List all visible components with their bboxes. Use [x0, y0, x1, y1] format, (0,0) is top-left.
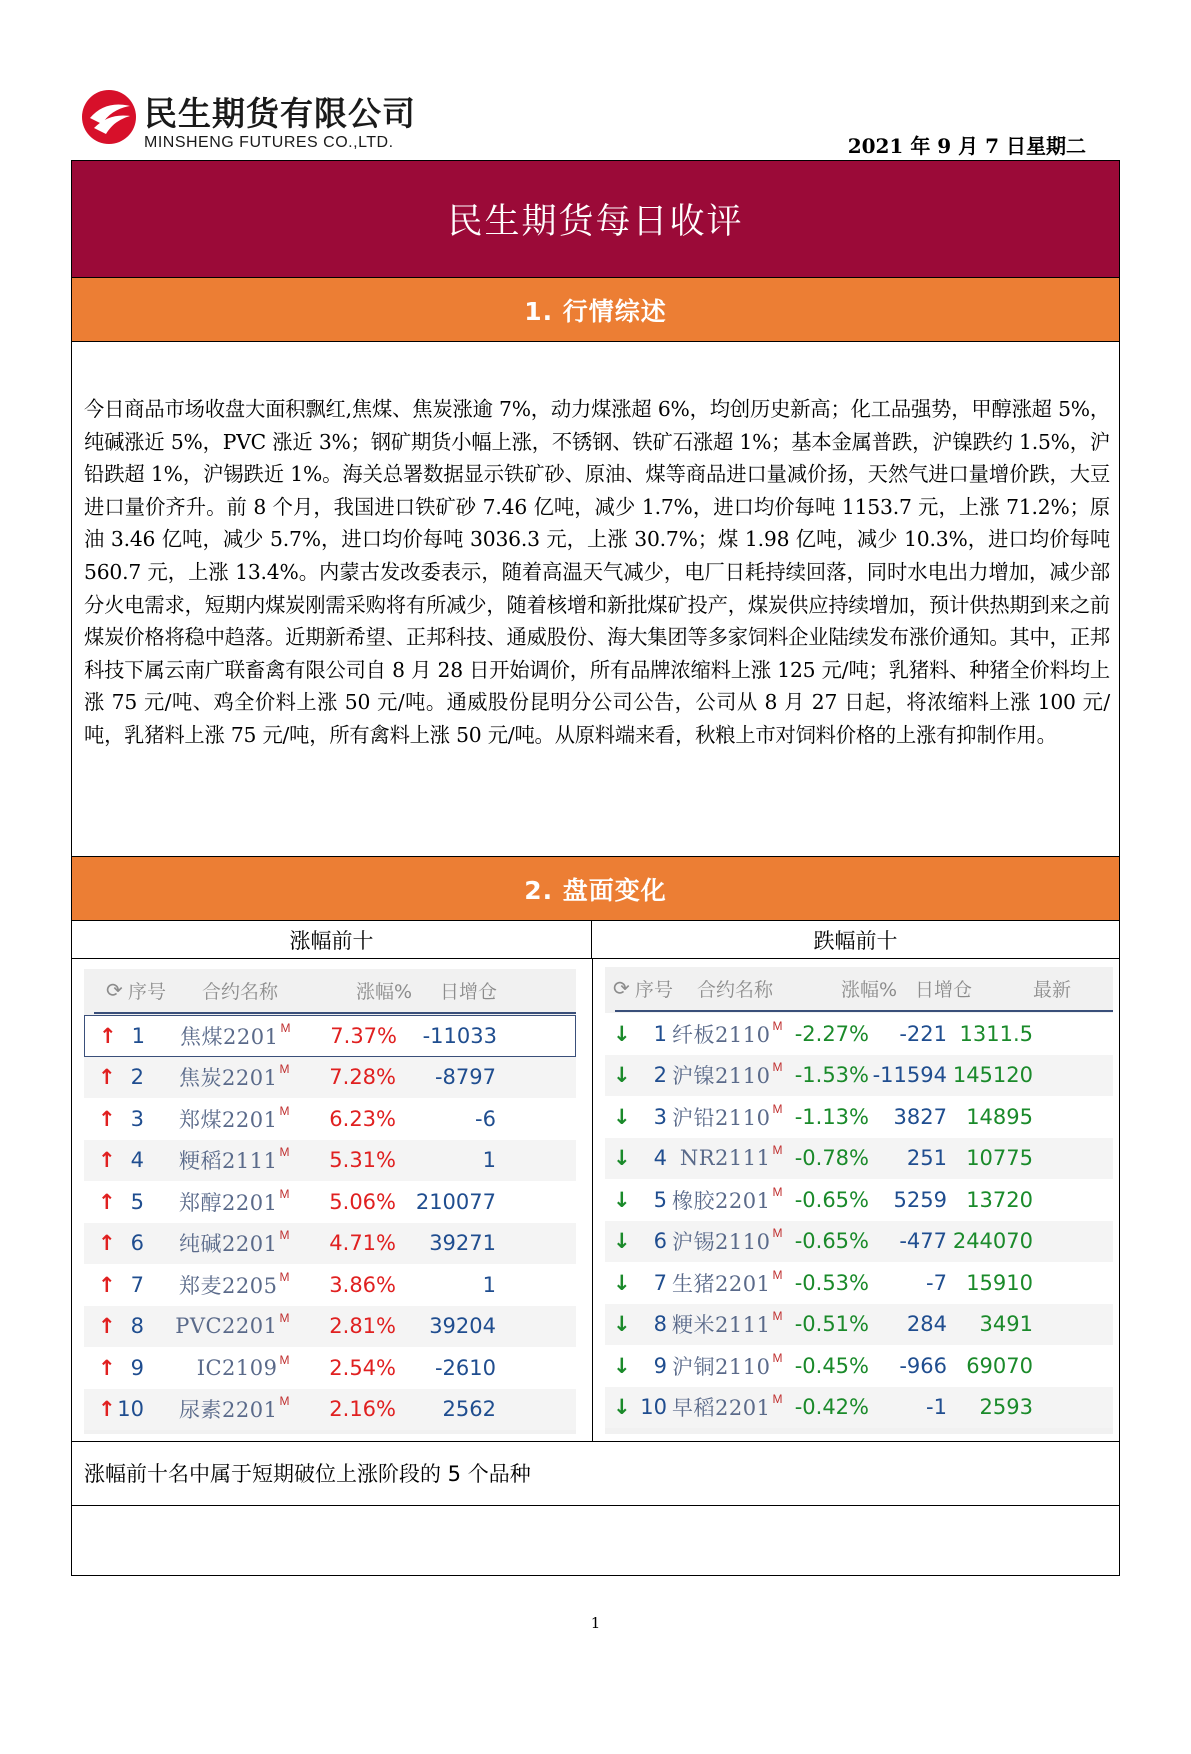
main-contract-mark: M [279, 1062, 290, 1077]
open-interest-change: -11033 [422, 1023, 497, 1048]
brand-name-cn: 民生期货有限公司 [144, 94, 416, 133]
contract-name-text: 粳稻2111 [179, 1149, 278, 1174]
row-seq: 8 [130, 1314, 144, 1339]
open-interest-change: 2562 [442, 1397, 496, 1422]
main-contract-mark: M [279, 1269, 290, 1284]
change-pct: 4.71% [329, 1231, 396, 1256]
change-pct: 7.28% [329, 1065, 396, 1090]
contract-name-text: 早稻2201 [672, 1396, 771, 1421]
row-seq: 6 [130, 1231, 144, 1256]
change-pct: -0.65% [794, 1187, 869, 1212]
down-arrow-icon: ↓ [613, 1395, 631, 1420]
change-pct: 2.81% [329, 1314, 396, 1339]
down-arrow-icon: ↓ [613, 1312, 631, 1337]
main-contract-mark: M [772, 1101, 783, 1116]
change-pct: -0.45% [794, 1353, 869, 1378]
report-title: 民生期货每日收评 [447, 202, 744, 242]
up-arrow-icon: ↑ [99, 1023, 117, 1048]
row-seq: 7 [653, 1270, 667, 1295]
contract-name-text: 焦炭2201 [179, 1066, 278, 1091]
col-oi[interactable]: 日增仓 [915, 978, 973, 1001]
table-row[interactable] [605, 1345, 1113, 1387]
report-title-bar [72, 161, 1119, 278]
contract-name-text: 郑醇2201 [179, 1190, 278, 1215]
change-pct: 3.86% [329, 1272, 396, 1297]
main-contract-mark: M [772, 1018, 783, 1033]
table-row[interactable] [605, 1304, 1113, 1346]
up-arrow-icon: ↑ [98, 1065, 116, 1090]
row-seq: 2 [130, 1065, 144, 1090]
brand-name-en: MINSHENG FUTURES CO.,LTD. [144, 134, 394, 151]
main-contract-mark: M [772, 1184, 783, 1199]
main-contract-mark: M [279, 1103, 290, 1118]
company-logo [80, 88, 138, 146]
table-row[interactable] [84, 1015, 576, 1057]
losers-header [592, 921, 1119, 959]
main-contract-mark: M [279, 1311, 290, 1326]
last-price: 10775 [966, 1146, 1033, 1171]
row-seq: 9 [130, 1355, 144, 1380]
table-row[interactable] [605, 1138, 1113, 1180]
divider [72, 1441, 1119, 1442]
divider [72, 1505, 1119, 1506]
change-pct: -1.13% [794, 1104, 869, 1129]
row-seq: 1 [653, 1021, 667, 1046]
change-pct: -0.78% [794, 1146, 869, 1171]
table-row[interactable] [84, 1057, 576, 1099]
table-row[interactable] [84, 1389, 576, 1431]
col-name[interactable]: 合约名称 [697, 978, 774, 1001]
contract-name-text: 粳米2111 [672, 1313, 771, 1338]
up-arrow-icon: ↑ [98, 1231, 116, 1256]
open-interest-change: 251 [906, 1146, 947, 1171]
last-price: 145120 [952, 1063, 1033, 1088]
open-interest-change: -1 [926, 1395, 947, 1420]
refresh-icon[interactable]: ⟳ [106, 978, 123, 1002]
main-contract-mark: M [279, 1186, 290, 1201]
last-price: 244070 [952, 1229, 1033, 1254]
contract-name-text: 尿素2201 [179, 1398, 278, 1423]
main-contract-mark: M [772, 1143, 783, 1158]
row-seq: 3 [653, 1104, 667, 1129]
gainers-table-header [84, 969, 576, 1011]
change-pct: 6.23% [329, 1106, 396, 1131]
market-summary-text: 今日商品市场收盘大面积飘红,焦煤、焦炭涨逾 7%，动力煤涨超 6%，均创历史新高；化工品强势，甲醇涨超 5%，纯碱涨近 5%，PVC 涨近 3%；钢矿期货小幅上涨，不锈钢、铁矿石涨超 1%；基本金属普跌，沪镍跌约 1.5%，沪铅跌超 1%，沪锡跌近 1%。海关总署数据显示铁矿砂、原油、煤等商品进口量减价扬，天然气进口量增价跌，大豆进口量价齐升。前 8 个月，我国进口铁矿砂 7.46 亿吨，减少 1.7%，进口均价每吨 1153.7 元，上涨 71.2%；原油 3.46 亿吨，减少 5.7%，进口均价每吨 3036.3 元，上涨 30.7%；煤 1.98 亿吨，减少 10.3%，进口均价每吨 560.7 元，上涨 13.4%。内蒙古发改委表示，随着高温天气减少，电厂日耗持续回落，同时水电出力增加，减少部分火电需求，短期内煤炭刚需采购将有所减少，随着核增和新批煤矿投产，煤炭供应持续增加，预计供热期到来之前煤炭价格将稳中趋落。近期新希望、正邦科技、通威股份、海大集团等多家饲料企业陆续发布涨价通知。其中，正邦科技下属云南广联畜禽有限公司自 8 月 28 日开始调价，所有品牌浓缩料上涨 125 元/吨；乳猪料、种猪全价料均上涨 75 元/吨、鸡全价料上涨 50 元/吨。通威股份昆明分公司公告，公司从 8 月 27 日起，将浓缩料上涨 100 元/吨，乳猪料上涨 75 元/吨，所有禽料上涨 50 元/吨。从原料端来看，秋粮上市对饲料价格的上涨有抑制作用。 [84, 397, 1110, 747]
change-pct: 2.16% [329, 1397, 396, 1422]
section-title: 2. 盘面变化 [524, 875, 667, 905]
up-arrow-icon: ↑ [98, 1272, 116, 1297]
contract-name-text: 郑煤2201 [179, 1107, 278, 1132]
open-interest-change: 5259 [893, 1187, 947, 1212]
col-seq[interactable]: 序号 [128, 980, 167, 1003]
open-interest-change: -7 [926, 1270, 947, 1295]
up-arrow-icon: ↑ [98, 1189, 116, 1214]
main-contract-mark: M [772, 1267, 783, 1282]
row-seq: 9 [653, 1353, 667, 1378]
row-seq: 4 [653, 1146, 667, 1171]
open-interest-change: -6 [475, 1106, 496, 1131]
col-name[interactable]: 合约名称 [202, 980, 279, 1003]
row-seq: 8 [653, 1312, 667, 1337]
open-interest-change: -2610 [434, 1355, 496, 1380]
open-interest-change: 210077 [415, 1189, 496, 1214]
main-contract-mark: M [279, 1228, 290, 1243]
down-arrow-icon: ↓ [613, 1021, 631, 1046]
report-date: 2021 年 9 月 7 日星期二 [847, 134, 1086, 158]
table-row[interactable] [84, 1347, 576, 1389]
change-pct: -0.42% [794, 1395, 869, 1420]
up-arrow-icon: ↑ [98, 1106, 116, 1131]
table-row[interactable] [605, 1387, 1113, 1429]
contract-name-text: 纯碱2201 [179, 1232, 278, 1257]
column-divider [592, 959, 593, 1441]
down-arrow-icon: ↓ [613, 1146, 631, 1171]
gainers-table [84, 969, 576, 1434]
contract-name-text: 生猪2201 [672, 1271, 771, 1296]
col-last[interactable]: 最新 [1033, 978, 1072, 1001]
row-seq: 5 [653, 1187, 667, 1212]
gainers-title: 涨幅前十 [289, 928, 374, 953]
section-header-market-changes [72, 856, 1119, 921]
row-seq: 1 [131, 1023, 145, 1048]
open-interest-change: 3827 [893, 1104, 947, 1129]
open-interest-change: 39204 [429, 1314, 496, 1339]
table-row[interactable] [605, 1055, 1113, 1097]
open-interest-change: 39271 [429, 1231, 496, 1256]
row-seq: 10 [640, 1395, 667, 1420]
change-pct: -1.53% [794, 1063, 869, 1088]
contract-name-text: PVC2201 [175, 1314, 278, 1339]
change-pct: -0.53% [794, 1270, 869, 1295]
change-pct: -0.51% [794, 1312, 869, 1337]
main-contract-mark: M [280, 1020, 291, 1035]
open-interest-change: 1 [482, 1272, 496, 1297]
main-contract-mark: M [772, 1060, 783, 1075]
main-contract-mark: M [279, 1352, 290, 1367]
open-interest-change: -11594 [872, 1063, 947, 1088]
table-row[interactable] [605, 1096, 1113, 1138]
row-seq: 4 [130, 1148, 144, 1173]
last-price: 3491 [979, 1312, 1033, 1337]
contract-name-text: 橡胶2201 [672, 1188, 771, 1213]
row-seq: 5 [130, 1189, 144, 1214]
table-row[interactable] [84, 1223, 576, 1265]
change-pct: 5.31% [329, 1148, 396, 1173]
contract-name-text: 沪镍2110 [672, 1064, 771, 1089]
change-pct: -2.27% [794, 1021, 869, 1046]
open-interest-change: -221 [899, 1021, 947, 1046]
change-pct: 7.37% [330, 1023, 397, 1048]
up-arrow-icon: ↑ [98, 1314, 116, 1339]
table-row[interactable] [84, 1181, 576, 1223]
down-arrow-icon: ↓ [613, 1104, 631, 1129]
last-price: 2593 [979, 1395, 1033, 1420]
header-underline [94, 1012, 576, 1014]
row-seq: 7 [130, 1272, 144, 1297]
contract-name-text: 纤板2110 [672, 1022, 771, 1047]
row-seq: 3 [130, 1106, 144, 1131]
table-row[interactable] [84, 1140, 576, 1182]
up-arrow-icon: ↑ [98, 1355, 116, 1380]
row-seq: 6 [653, 1229, 667, 1254]
gainers-header [72, 921, 592, 959]
row-seq: 2 [653, 1063, 667, 1088]
page-number: 1 [590, 1614, 601, 1632]
contract-name-text: 沪铅2110 [672, 1105, 771, 1130]
open-interest-change: 284 [906, 1312, 947, 1337]
main-contract-mark: M [772, 1226, 783, 1241]
open-interest-change: -477 [899, 1229, 947, 1254]
change-pct: -0.65% [794, 1229, 869, 1254]
table-row[interactable] [605, 1013, 1113, 1055]
down-arrow-icon: ↓ [613, 1063, 631, 1088]
change-pct: 5.06% [329, 1189, 396, 1214]
header-underline [615, 1010, 1113, 1012]
table-row[interactable] [605, 1179, 1113, 1221]
section-title: 1. 行情综述 [524, 296, 667, 326]
contract-name-text: 沪锡2110 [672, 1230, 771, 1255]
change-pct: 2.54% [329, 1355, 396, 1380]
main-contract-mark: M [279, 1394, 290, 1409]
contract-name-text: NR2111 [679, 1146, 771, 1171]
table-row[interactable] [84, 1264, 576, 1306]
contract-name-text: 焦煤2201 [180, 1024, 279, 1049]
col-seq[interactable]: 序号 [635, 978, 674, 1001]
main-contract-mark: M [772, 1350, 783, 1365]
main-contract-mark: M [772, 1309, 783, 1324]
col-pct[interactable]: 涨幅% [841, 978, 898, 1001]
open-interest-change: 1 [482, 1148, 496, 1173]
contract-name-text: 沪铜2110 [672, 1354, 771, 1379]
last-price: 15910 [966, 1270, 1033, 1295]
contract-name-text: IC2109 [196, 1355, 278, 1380]
last-price: 69070 [966, 1353, 1033, 1378]
col-oi[interactable]: 日增仓 [440, 980, 498, 1003]
table-row[interactable] [84, 1306, 576, 1348]
refresh-icon[interactable]: ⟳ [613, 976, 630, 1000]
up-arrow-icon: ↑ [98, 1148, 116, 1173]
row-seq: 10 [117, 1397, 144, 1422]
report-frame [71, 160, 1120, 1576]
up-arrow-icon: ↑ [98, 1397, 116, 1422]
losers-title: 跌幅前十 [813, 928, 898, 953]
table-row[interactable] [84, 1098, 576, 1140]
main-contract-mark: M [772, 1392, 783, 1407]
last-price: 14895 [966, 1104, 1033, 1129]
col-pct[interactable]: 涨幅% [356, 980, 413, 1003]
section-header-market-overview [72, 277, 1119, 342]
main-contract-mark: M [279, 1145, 290, 1160]
table-row[interactable] [605, 1221, 1113, 1263]
last-price: 1311.5 [959, 1021, 1033, 1046]
minsheng-logo-icon [80, 88, 138, 146]
table-row[interactable] [605, 1262, 1113, 1304]
contract-name-text: 郑麦2205 [179, 1273, 278, 1298]
down-arrow-icon: ↓ [613, 1270, 631, 1295]
losers-table [605, 967, 1113, 1434]
breakout-note: 涨幅前十名中属于短期破位上涨阶段的 5 个品种 [84, 1462, 531, 1486]
open-interest-change: -8797 [434, 1065, 496, 1090]
down-arrow-icon: ↓ [613, 1229, 631, 1254]
down-arrow-icon: ↓ [613, 1353, 631, 1378]
open-interest-change: -966 [899, 1353, 947, 1378]
last-price: 13720 [966, 1187, 1033, 1212]
down-arrow-icon: ↓ [613, 1187, 631, 1212]
losers-table-header [605, 967, 1113, 1009]
